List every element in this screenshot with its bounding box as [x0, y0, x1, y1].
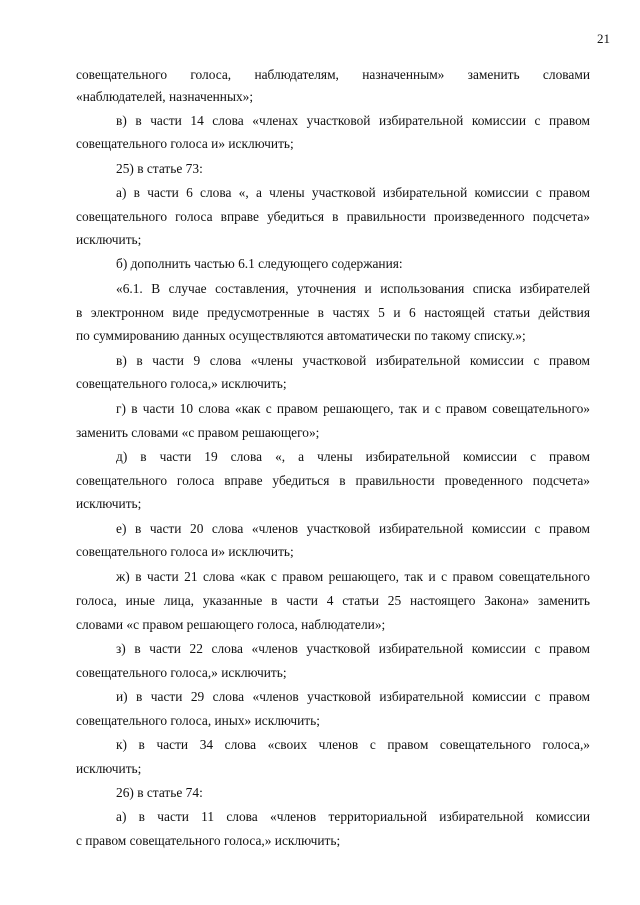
text-line: а) в части 11 слова «членов территориальной избирательной комиссии	[116, 809, 590, 824]
text-line: в электронном виде предусмотренные в частях 5 и 6 настоящей статьи действия	[76, 305, 590, 320]
text-line: исключить;	[76, 496, 142, 511]
text-line: б) дополнить частью 6.1 следующего содержания:	[116, 256, 403, 271]
text-line: 26) в статье 74:	[116, 785, 203, 800]
text-line: совещательного голоса,» исключить;	[76, 665, 287, 680]
text-line: совещательного голоса и» исключить;	[76, 544, 294, 559]
text-line: совещательного голоса,» исключить;	[76, 376, 287, 391]
text-line: словами «с правом решающего голоса, наблюдатели»;	[76, 617, 386, 632]
text-line: голоса, иные лица, указанные в части 4 статьи 25 настоящего Закона» заменить	[76, 593, 590, 608]
text-line: а) в части 6 слова «, а члены участковой избирательной комиссии с правом	[116, 185, 590, 200]
text-line: з) в части 22 слова «членов участковой избирательной комиссии с правом	[116, 641, 590, 656]
text-line: и) в части 29 слова «членов участковой избирательной комиссии с правом	[116, 689, 590, 704]
text-line: 25) в статье 73:	[116, 161, 203, 176]
text-line: ж) в части 21 слова «как с правом решающего, так и с правом совещательного	[116, 569, 590, 584]
text-line: исключить;	[76, 761, 142, 776]
text-line: е) в части 20 слова «членов участковой избирательной комиссии с правом	[116, 521, 590, 536]
text-line: г) в части 10 слова «как с правом решающего, так и с правом совещательного»	[116, 401, 590, 416]
page-number: 21	[597, 31, 610, 46]
text-line: к) в части 34 слова «своих членов с правом совещательного голоса,»	[116, 737, 590, 752]
text-line: в) в части 14 слова «членах участковой избирательной комиссии с правом	[116, 113, 590, 128]
text-line: «6.1. В случае составления, уточнения и использования списка избирателей	[116, 281, 590, 296]
text-line: совещательного голоса и» исключить;	[76, 136, 294, 151]
text-line: по суммированию данных осуществляются автоматически по такому списку.»;	[76, 328, 526, 343]
text-line: исключить;	[76, 232, 142, 247]
text-line: совещательного голоса вправе убедиться в правильности произведенного подсчета»	[76, 209, 590, 224]
text-line: в) в части 9 слова «члены участковой избирательной комиссии с правом	[116, 353, 590, 368]
text-line: «наблюдателей, назначенных»;	[76, 89, 254, 104]
text-line: с правом совещательного голоса,» исключить;	[76, 833, 341, 848]
text-line: совещательного голоса, иных» исключить;	[76, 713, 320, 728]
text-line: совещательного голоса, наблюдателям, назначенным» заменить словами	[76, 67, 590, 82]
text-line: д) в части 19 слова «, а члены избирательной комиссии с правом	[116, 449, 590, 464]
text-line: совещательного голоса вправе убедиться в правильности проведенного подсчета»	[76, 473, 590, 488]
text-line: заменить словами «с правом решающего»;	[76, 425, 320, 440]
